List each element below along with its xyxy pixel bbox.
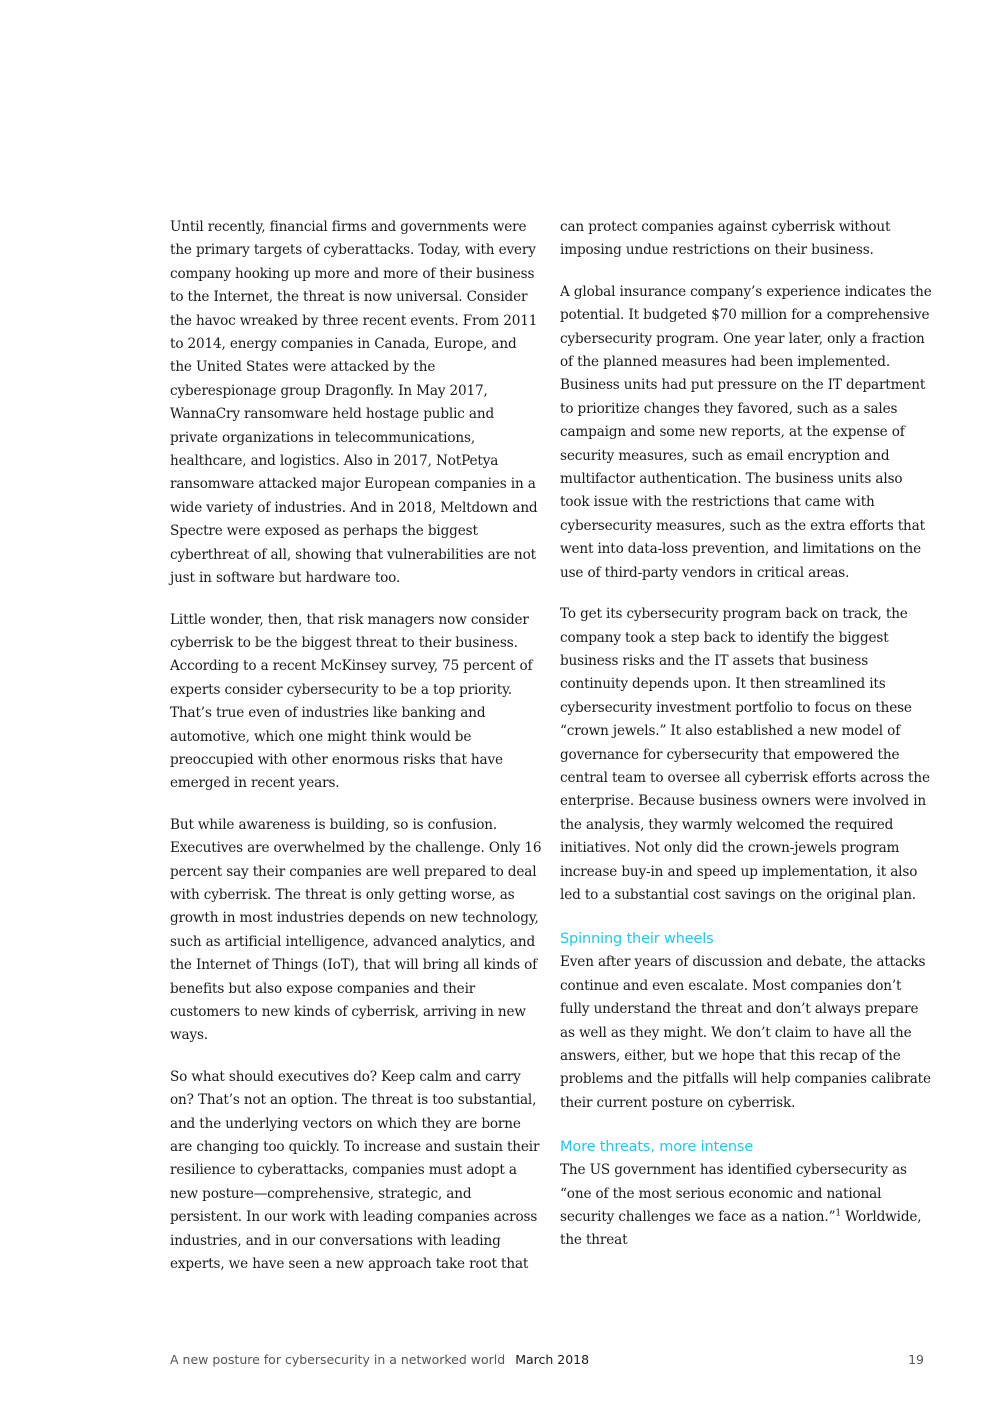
footnote-marker: 1 bbox=[835, 1208, 841, 1219]
section-heading: Spinning their wheels bbox=[560, 931, 714, 948]
body-paragraph bbox=[560, 1159, 932, 1253]
body-paragraph: But while awareness is building, so is confusion. Executives are overwhelmed by the challenge. Only 16 percent say their companies are well prepared to deal with cyberrisk. The threat is only getting worse, as growth in most industries depends on new technology, such as artificial intelligence, advanced analytics, and the Internet of Things (IoT), that will bring all kinds of benefits but also expose companies and their customers to new kinds of cyberrisk, arriving in new ways. bbox=[170, 816, 542, 1044]
body-paragraph: A global insurance company’s experience indicates the potential. It budgeted $70 million for a comprehensive cybersecurity program. One year later, only a fraction of the planned measures had been implemented. Business units had put pressure on the IT department to prioritize changes they favored, such as a sales campaign and some new reports, at the expense of security measures, such as email encryption and multifactor authentication. The business units also took issue with the restrictions that came with cybersecurity measures, such as the extra efforts that went into data-loss prevention, and limitations on the use of third-party vendors in critical areas. bbox=[560, 283, 932, 581]
body-paragraph: Little wonder, then, that risk managers now consider cyberrisk to be the biggest threat to their business. According to a recent McKinsey survey, 75 percent of experts consider cybersecurity to be a top priority. That’s true even of industries like banking and automotive, which one might think would be preoccupied with other enormous risks that have emerged in recent years. bbox=[170, 611, 533, 792]
body-paragraph-continued: can protect companies against cyberrisk without imposing undue restrictions on their business. bbox=[560, 219, 891, 259]
footer-title: A new posture for cybersecurity in a networked world bbox=[170, 1352, 506, 1367]
footer-date: March 2018 bbox=[515, 1352, 590, 1367]
right-column bbox=[560, 216, 932, 1271]
body-paragraph: To get its cybersecurity program back on track, the company took a step back to identify the biggest business risks and the IT assets that business continuity depends upon. It then streamlined its cybersecurity investment portfolio to focus on these “crown jewels.” It also established a new model of governance for cybersecurity that empowered the central team to oversee all cyberrisk efforts across the enterprise. Because business owners were involved in the analysis, they warmly welcomed the required initiatives. Not only did the crown-jewels program increase buy-in and speed up implementation, it also led to a substantial cost savings on the original plan. bbox=[560, 606, 930, 903]
body-paragraph: So what should executives do? Keep calm and carry on? That’s not an option. The threat is too substantial, and the underlying vectors on which they are borne are changing too quickly. To increase and sustain their resilience to cyberattacks, companies must adopt a new posture—comprehensive, strategic, and persistent. In our work with leading companies across industries, and in our conversations with leading experts, we have seen a new approach take root that bbox=[170, 1068, 540, 1273]
body-paragraph: Until recently, financial firms and governments were the primary targets of cyberattacks. Today, with every company hooking up more and more of their business to the Internet, the threat is now universal. Consider the havoc wreaked by three recent events. From 2011 to 2014, energy companies in Canada, Europe, and the United States were attacked by the cyberespionage group Dragonfly. In May 2017, WannaCry ransomware held hostage public and private organizations in telecommunications, healthcare, and logistics. Also in 2017, NotPetya ransomware attacked major European companies in a wide variety of industries. And in 2018, Meltdown and Spectre were exposed as perhaps the biggest cyberthreat of all, showing that vulnerabilities are not just in software but hardware too. bbox=[170, 219, 538, 587]
page-number: 19 bbox=[908, 1352, 924, 1367]
page-footer bbox=[170, 1352, 928, 1368]
section-heading: More threats, more intense bbox=[560, 1139, 754, 1156]
left-column bbox=[170, 216, 542, 1294]
paragraph-text: The US government has identified cybersecurity as “one of the most serious economic and national security challenges we face as a nation.” bbox=[560, 1162, 907, 1226]
body-paragraph: Even after years of discussion and debate, the attacks continue and even escalate. Most companies don’t fully understand the threat and don’t always prepare as well as they might. We don’t claim to have all the answers, either, but we hope that this recap of the problems and the pitfalls will help companies calibrate their current posture on cyberrisk. bbox=[560, 954, 931, 1111]
paragraph-text: Worldwide, the threat bbox=[560, 1209, 922, 1249]
